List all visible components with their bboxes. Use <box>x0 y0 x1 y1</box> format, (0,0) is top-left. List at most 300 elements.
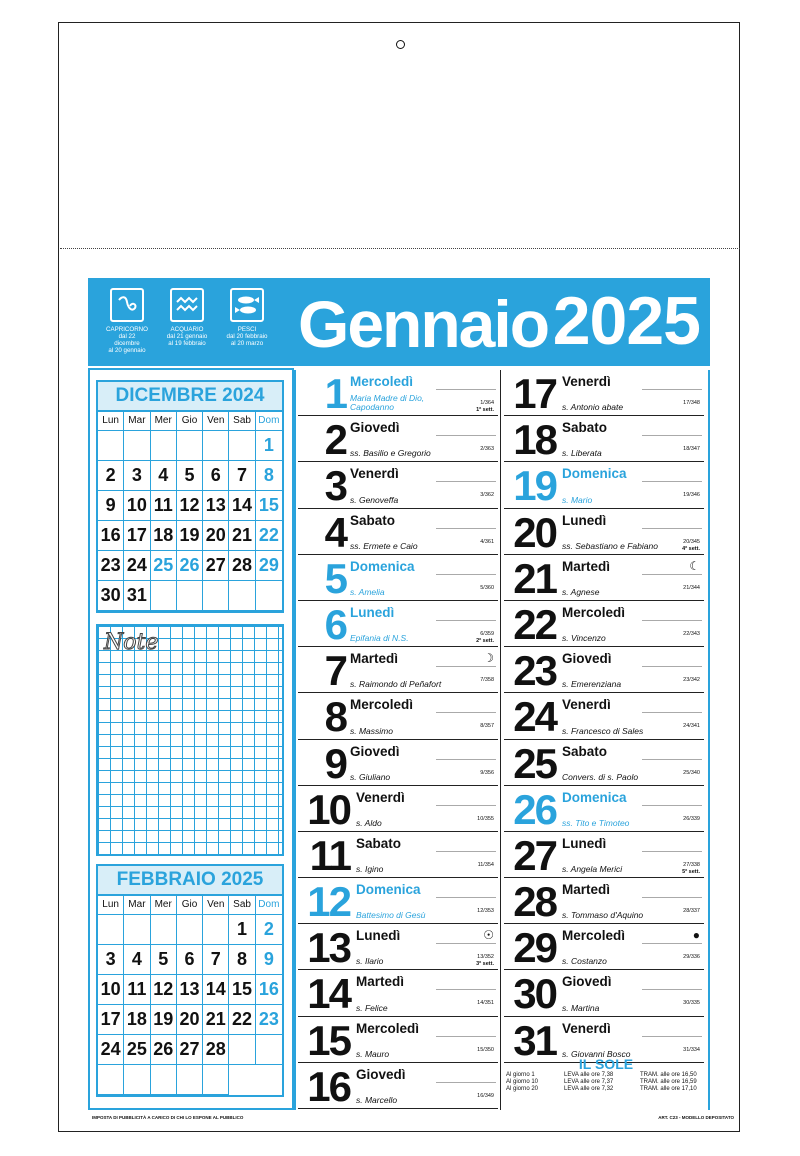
column-divider <box>500 370 501 1110</box>
weekday-header: Lun <box>98 896 124 915</box>
day-number: 27 <box>513 831 556 879</box>
mini-calendar-day: 1 <box>229 915 255 945</box>
day-line <box>436 989 496 990</box>
day-number: 15 <box>307 1016 350 1064</box>
weekday-header: Mar <box>124 412 150 431</box>
day-row <box>504 970 704 1016</box>
mini-calendar-february <box>96 864 284 1097</box>
day-saint: Maria Madre di Dio, Capodanno <box>350 393 425 413</box>
mini-calendar-day <box>256 581 282 611</box>
day-name: Venerdì <box>562 697 611 713</box>
mini-calendar-day: 28 <box>203 1035 229 1065</box>
day-row <box>504 647 704 693</box>
day-name: Lunedì <box>350 604 395 620</box>
day-count: 4/361 <box>480 538 494 545</box>
day-row <box>298 601 498 647</box>
day-saint: s. Tommaso d'Aquino <box>562 910 644 921</box>
mini-calendar-day <box>124 431 150 461</box>
day-count: 26/339 <box>683 815 700 822</box>
mini-calendar-day: 6 <box>203 461 229 491</box>
weekday-header: Mer <box>151 412 177 431</box>
weekday-header: Gio <box>177 896 203 915</box>
days-column-2 <box>504 370 704 1063</box>
day-number: 19 <box>513 462 556 510</box>
day-line <box>642 574 702 575</box>
day-line <box>436 759 496 760</box>
zodiac-text: ACQUARIO dal 21 gennaio al 19 febbraio <box>166 326 208 347</box>
day-saint: s. Liberata <box>562 448 602 459</box>
mini-calendar-day <box>177 431 203 461</box>
day-row <box>504 462 704 508</box>
mini-calendar-day <box>177 915 203 945</box>
day-name: Mercoledì <box>350 374 414 389</box>
day-line <box>436 805 496 806</box>
mini-calendar-day <box>177 581 203 611</box>
day-count: 28/337 <box>683 908 700 915</box>
day-saint: ss. Ermete e Caio <box>350 540 418 551</box>
mini-calendar-day: 26 <box>151 1035 177 1065</box>
day-line <box>642 481 702 482</box>
day-row <box>298 370 498 416</box>
day-row <box>298 1017 498 1063</box>
weekday-header: Ven <box>203 412 229 431</box>
zodiac-text: PESCI dal 20 febbraio al 20 marzo <box>226 326 268 347</box>
day-count: 10/355 <box>477 815 494 822</box>
sun-day: Al giorno 1 <box>506 1072 535 1078</box>
day-count: 29/336 <box>683 954 700 961</box>
day-count: 7/358 <box>480 677 494 684</box>
day-count: 14/351 <box>477 1000 494 1007</box>
mini-calendar-day: 25 <box>124 1035 150 1065</box>
weekday-header: Mer <box>151 896 177 915</box>
footer-tax-note: IMPOSTA DI PUBBLICITÀ A CARICO DI CHI LO ESPONE AL PUBBLICO <box>92 1115 244 1120</box>
days-column-1 <box>298 370 498 1109</box>
day-saint: s. Felice <box>356 1002 388 1013</box>
day-count: 18/347 <box>683 446 700 453</box>
day-count: 11/354 <box>477 861 494 868</box>
aquarius-icon <box>170 288 204 322</box>
day-row <box>504 693 704 739</box>
mini-calendar-day: 12 <box>151 975 177 1005</box>
footer-model-note: ART. C23 - MODELLO DEPOSITATO <box>658 1115 734 1120</box>
mini-calendar-day <box>98 431 124 461</box>
mini-calendar-day: 14 <box>203 975 229 1005</box>
day-number: 7 <box>324 647 346 695</box>
day-line <box>436 389 496 390</box>
day-saint: Convers. di s. Paolo <box>562 771 639 782</box>
mini-calendar-day: 15 <box>229 975 255 1005</box>
day-count: 27/338 <box>683 861 700 868</box>
day-count: 1/364 <box>480 400 494 406</box>
sun-rise: LEVA alle ore 7,37 <box>564 1079 614 1085</box>
day-line <box>642 759 702 760</box>
day-count: 15/350 <box>477 1046 494 1053</box>
mini-calendar-day: 13 <box>177 975 203 1005</box>
mini-calendar-day: 18 <box>124 1005 150 1035</box>
mini-calendar-day: 19 <box>151 1005 177 1035</box>
weekday-header: Gio <box>177 412 203 431</box>
weekday-header: Dom <box>256 412 282 431</box>
day-name: Sabato <box>562 743 608 759</box>
day-saint: s. Giovanni Bosco <box>562 1048 631 1059</box>
mini-calendar-day <box>124 915 150 945</box>
day-line <box>642 435 702 436</box>
day-row <box>298 462 498 508</box>
day-saint: s. Amelia <box>350 586 385 597</box>
day-name: Giovedì <box>350 743 400 759</box>
day-number: 14 <box>307 970 350 1018</box>
weekday-header: Ven <box>203 896 229 915</box>
day-name: Sabato <box>350 512 396 528</box>
mini-calendar-day: 27 <box>177 1035 203 1065</box>
day-row <box>298 647 498 693</box>
day-line <box>436 481 496 482</box>
sun-rise: LEVA alle ore 7,32 <box>564 1086 614 1092</box>
day-name: Martedì <box>562 558 611 574</box>
day-number: 31 <box>513 1016 556 1064</box>
day-saint: s. Genoveffa <box>350 494 399 505</box>
moon-phase-icon: ☾ <box>689 558 700 573</box>
day-row <box>298 509 498 555</box>
day-name: Mercoledì <box>356 1020 420 1036</box>
day-count: 2/363 <box>480 446 494 453</box>
mini-calendar-grid <box>98 412 282 611</box>
mini-calendar-day: 20 <box>203 521 229 551</box>
mini-calendar-day <box>229 431 255 461</box>
day-number: 6 <box>324 600 346 648</box>
sun-title: IL SOLE <box>578 1056 634 1072</box>
day-name: Lunedì <box>562 835 607 851</box>
weekday-header: Mar <box>124 896 150 915</box>
sun-set: TRAM. alle ore 16,59 <box>640 1079 697 1085</box>
day-row <box>504 555 704 601</box>
day-count: 12/353 <box>477 908 494 915</box>
mini-calendar-day: 8 <box>256 461 282 491</box>
day-row <box>504 601 704 647</box>
day-row <box>298 416 498 462</box>
mini-calendar-day: 24 <box>124 551 150 581</box>
weekday-header: Sab <box>229 412 255 431</box>
day-number: 13 <box>307 924 350 972</box>
day-row <box>298 693 498 739</box>
zodiac-text: CAPRICORNO dal 22 dicembre al 20 gennaio <box>106 326 148 354</box>
mini-calendar-day: 19 <box>177 521 203 551</box>
mini-calendar-day: 16 <box>98 521 124 551</box>
day-name: Venerdì <box>356 789 405 805</box>
day-number: 20 <box>513 508 556 556</box>
day-number: 18 <box>513 416 556 464</box>
mini-calendar-day: 23 <box>256 1005 282 1035</box>
sun-set: TRAM. alle ore 16,50 <box>640 1072 697 1078</box>
mini-calendar-day <box>203 1065 229 1095</box>
day-line <box>642 389 702 390</box>
day-count: 23/342 <box>683 677 700 684</box>
day-row <box>504 416 704 462</box>
day-row <box>298 924 498 970</box>
pisces-icon <box>230 288 264 322</box>
mini-calendar-day <box>229 1035 255 1065</box>
day-line <box>436 897 496 898</box>
day-saint: s. Antonio abate <box>562 402 624 413</box>
mini-calendar-day: 2 <box>256 915 282 945</box>
mini-calendar-day: 9 <box>98 491 124 521</box>
day-name: Lunedì <box>562 512 607 528</box>
day-number: 10 <box>307 785 350 833</box>
day-row <box>298 1063 498 1109</box>
capricorn-icon <box>110 288 144 322</box>
day-line <box>436 666 496 667</box>
mini-calendar-day: 10 <box>98 975 124 1005</box>
day-number: 26 <box>513 785 556 833</box>
day-count: 24/341 <box>683 723 700 730</box>
day-line <box>436 943 496 944</box>
day-name: Domenica <box>562 789 627 805</box>
month-title: Gennaio <box>298 287 549 361</box>
mini-calendar-grid <box>98 896 282 1095</box>
sun-row <box>506 1086 706 1093</box>
day-line <box>642 666 702 667</box>
mini-calendar-day: 4 <box>124 945 150 975</box>
day-saint: s. Igino <box>356 864 384 875</box>
moon-phase-icon: ☽ <box>483 651 494 666</box>
mini-calendar-day: 1 <box>256 431 282 461</box>
notes-label: Note <box>104 630 159 655</box>
day-count: 20/345 <box>683 538 700 545</box>
day-number: 28 <box>513 878 556 926</box>
mini-calendar-day: 7 <box>203 945 229 975</box>
mini-calendar-day: 29 <box>256 551 282 581</box>
day-count: 22/343 <box>683 630 700 637</box>
sun-set: TRAM. alle ore 17,10 <box>640 1086 697 1092</box>
zodiac-pisces <box>226 288 268 347</box>
mini-calendar-day: 17 <box>98 1005 124 1035</box>
mini-calendar-day: 8 <box>229 945 255 975</box>
day-line <box>436 1036 496 1037</box>
day-count: 19/346 <box>683 492 700 499</box>
day-saint: Epifania di N.S. <box>350 633 409 644</box>
day-line <box>642 1036 702 1037</box>
week-number: 1ª sett. <box>476 407 494 414</box>
mini-calendar-day: 4 <box>151 461 177 491</box>
day-line <box>642 528 702 529</box>
day-number: 25 <box>513 739 556 787</box>
day-saint: s. Raimondo di Peñafort <box>350 679 442 690</box>
day-name: Mercoledì <box>562 928 626 944</box>
week-number: 4ª sett. <box>682 545 700 552</box>
mini-calendar-day <box>177 1065 203 1095</box>
day-count: 3/362 <box>480 492 494 499</box>
weekday-header: Lun <box>98 412 124 431</box>
day-row <box>298 970 498 1016</box>
mini-calendar-day: 17 <box>124 521 150 551</box>
day-row <box>504 740 704 786</box>
mini-calendar-day <box>151 431 177 461</box>
mini-calendar-day: 22 <box>256 521 282 551</box>
day-name: Giovedì <box>562 974 612 990</box>
day-saint: Battesimo di Gesù <box>356 910 426 921</box>
mini-calendar-title: DICEMBRE 2024 <box>98 382 282 412</box>
mini-calendar-day: 3 <box>124 461 150 491</box>
day-name: Domenica <box>350 558 415 574</box>
sun-table <box>506 1056 706 1093</box>
mini-calendar-day: 9 <box>256 945 282 975</box>
mini-calendar-day: 31 <box>124 581 150 611</box>
mini-calendar-day <box>203 915 229 945</box>
year-title: 2025 <box>552 283 700 359</box>
day-saint: s. Costanzo <box>562 956 607 967</box>
day-count: 31/334 <box>683 1046 700 1053</box>
mini-calendar-day: 12 <box>177 491 203 521</box>
mini-calendar-day: 28 <box>229 551 255 581</box>
day-line <box>642 897 702 898</box>
day-line <box>436 574 496 575</box>
day-line <box>436 712 496 713</box>
sun-row <box>506 1072 706 1079</box>
day-number: 4 <box>324 508 346 556</box>
mini-calendar-day <box>98 1065 124 1095</box>
day-count: 5/360 <box>480 584 494 591</box>
mini-calendar-day <box>151 1065 177 1095</box>
day-count: 21/344 <box>683 584 700 591</box>
hanging-hole <box>396 40 405 49</box>
mini-calendar-day: 24 <box>98 1035 124 1065</box>
mini-calendar-day <box>203 431 229 461</box>
day-name: Lunedì <box>356 928 401 944</box>
column-divider <box>294 370 296 1110</box>
day-name: Giovedì <box>562 651 612 667</box>
notes-grid <box>96 624 284 856</box>
day-saint: s. Massimo <box>350 725 393 736</box>
weekday-header: Dom <box>256 896 282 915</box>
mini-calendar-day: 16 <box>256 975 282 1005</box>
day-number: 24 <box>513 693 556 741</box>
day-row <box>504 370 704 416</box>
mini-calendar-day: 23 <box>98 551 124 581</box>
day-name: Venerdì <box>562 1020 611 1036</box>
day-name: Domenica <box>356 882 421 898</box>
day-line <box>642 805 702 806</box>
perforation-line <box>60 248 740 249</box>
mini-calendar-day: 15 <box>256 491 282 521</box>
mini-calendar-december <box>96 380 284 613</box>
mini-calendar-day: 5 <box>151 945 177 975</box>
day-name: Martedì <box>350 651 399 667</box>
day-saint: s. Ilario <box>356 956 384 967</box>
day-count: 25/340 <box>683 769 700 776</box>
zodiac-capricorn <box>106 288 148 354</box>
day-count: 13/352 <box>477 954 494 961</box>
mini-calendar-day <box>98 915 124 945</box>
mini-calendar-day: 7 <box>229 461 255 491</box>
day-count: 9/356 <box>480 769 494 776</box>
day-row <box>504 878 704 924</box>
mini-calendar-day <box>229 581 255 611</box>
day-name: Sabato <box>356 835 402 851</box>
day-name: Mercoledì <box>562 604 626 620</box>
day-saint: s. Francesco di Sales <box>562 725 644 736</box>
mini-calendar-day: 14 <box>229 491 255 521</box>
sun-row <box>506 1079 706 1086</box>
day-number: 8 <box>324 693 346 741</box>
mini-calendar-day: 25 <box>151 551 177 581</box>
day-saint: s. Vincenzo <box>562 633 606 644</box>
sun-day: Al giorno 10 <box>506 1079 539 1085</box>
mini-calendar-day: 11 <box>124 975 150 1005</box>
day-count: 30/335 <box>683 1000 700 1007</box>
mini-calendar-day <box>256 1035 282 1065</box>
day-saint: s. Marcello <box>356 1095 398 1105</box>
day-number: 29 <box>513 924 556 972</box>
day-row <box>298 832 498 878</box>
day-saint: ss. Sebastiano e Fabiano <box>562 540 658 551</box>
day-name: Martedì <box>562 882 611 898</box>
sun-day: Al giorno 20 <box>506 1086 539 1092</box>
week-number: 2ª sett. <box>476 638 494 645</box>
day-count: 16/349 <box>477 1092 494 1099</box>
day-number: 3 <box>324 462 346 510</box>
day-row <box>298 740 498 786</box>
day-line <box>642 989 702 990</box>
day-line <box>436 851 496 852</box>
day-row <box>504 509 704 555</box>
mini-calendar-day: 26 <box>177 551 203 581</box>
day-number: 23 <box>513 647 556 695</box>
mini-calendar-day: 6 <box>177 945 203 975</box>
day-saint: s. Giuliano <box>350 771 391 782</box>
mini-calendar-day: 22 <box>229 1005 255 1035</box>
day-line <box>436 435 496 436</box>
right-border <box>708 370 710 1110</box>
mini-calendar-day: 5 <box>177 461 203 491</box>
day-number: 1 <box>324 370 346 417</box>
day-saint: s. Agnese <box>562 586 600 597</box>
day-line <box>642 851 702 852</box>
day-name: Mercoledì <box>350 697 414 713</box>
day-row <box>298 555 498 601</box>
sun-rise: LEVA alle ore 7,38 <box>564 1072 614 1078</box>
day-name: Venerdì <box>350 466 399 482</box>
day-row <box>504 924 704 970</box>
day-count: 6/359 <box>480 630 494 637</box>
day-line <box>436 528 496 529</box>
mini-calendar-day: 30 <box>98 581 124 611</box>
mini-calendar-day: 27 <box>203 551 229 581</box>
day-number: 16 <box>307 1062 350 1110</box>
day-count: 17/348 <box>683 400 700 406</box>
day-row <box>298 786 498 832</box>
zodiac-aquarius <box>166 288 208 347</box>
day-row <box>504 832 704 878</box>
day-line <box>436 620 496 621</box>
day-name: Domenica <box>562 466 627 482</box>
mini-calendar-day <box>151 581 177 611</box>
day-number: 21 <box>513 554 556 602</box>
day-name: Venerdì <box>562 374 611 389</box>
day-number: 22 <box>513 600 556 648</box>
day-saint: s. Angela Merici <box>562 864 623 875</box>
week-number: 3ª sett. <box>476 961 494 968</box>
day-saint: ss. Basilio e Gregorio <box>350 448 431 459</box>
day-number: 17 <box>513 370 556 417</box>
mini-calendar-day: 20 <box>177 1005 203 1035</box>
day-number: 9 <box>324 739 346 787</box>
week-number: 5ª sett. <box>682 869 700 876</box>
day-saint: s. Martina <box>562 1002 600 1013</box>
day-number: 12 <box>307 878 350 926</box>
day-row <box>504 786 704 832</box>
moon-phase-icon: ☉ <box>483 928 494 943</box>
day-saint: s. Mauro <box>356 1048 390 1059</box>
